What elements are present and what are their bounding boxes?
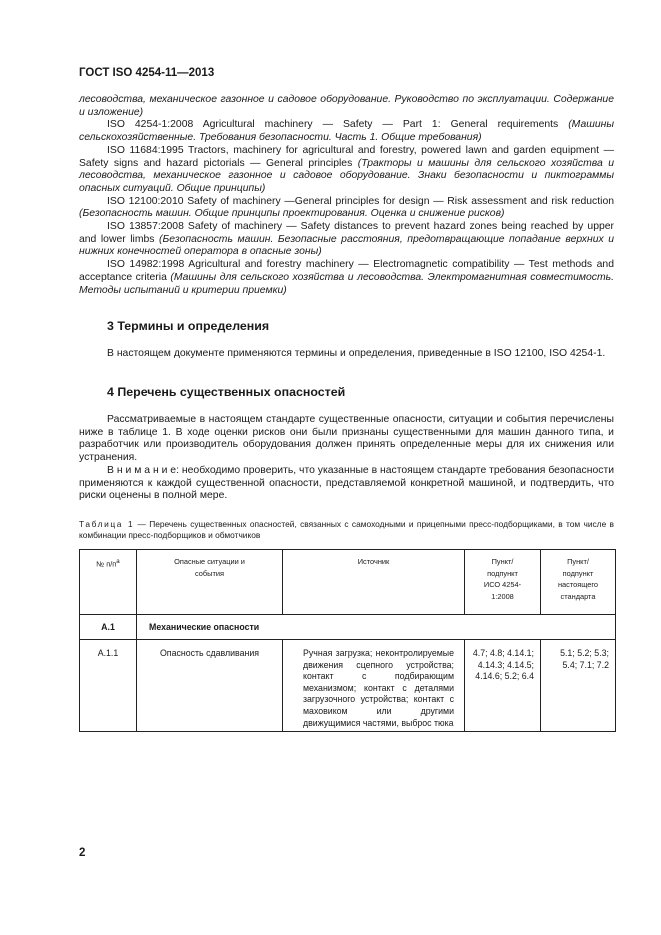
table-header-row <box>80 550 616 615</box>
reference-continuation: лесоводства, механическое газонное и садовое оборудование. Руководство по эксплуатации. Содержание и изложение) <box>79 94 614 118</box>
table-category-row <box>80 615 616 640</box>
header-source: Источник <box>283 550 465 615</box>
table-caption: Таблица 1 — Перечень существенных опасностей, связанных с самоходными и прицепными пресс-подборщиками, в том числе в комбинации пресс-подборщиков и обмотчиков <box>79 519 614 540</box>
reference-iso-11684: ISO 11684:1995 Tractors, machinery for agricultural and forestry, powered lawn and garden equipment — Safety signs and hazard pictorials — General principles (Тракторы и машины для сельского хозяйства и лесоводства, механическое газонное и садовое оборудование. Знаки безопасности и пиктограммы опасных ситуаций. Общие принципы) <box>79 144 614 194</box>
row-standard-clauses: 5.1; 5.2; 5.3; 5.4; 7.1; 7.2 <box>541 640 616 732</box>
normative-references <box>79 94 614 297</box>
reference-iso-13857: ISO 13857:2008 Safety of machinery — Safety distances to prevent hazard zones being reached by upper and lower limbs (Безопасность машин. Безопасные расстояния, предотвращающие попадание верхних и нижних конечностей оператора в опасные зоны) <box>79 221 614 258</box>
hazards-table <box>79 549 616 732</box>
document-header: ГОСТ ISO 4254-11—2013 <box>79 67 215 79</box>
section-4-paragraph-1: Рассматриваемые в настоящем стандарте существенные опасности, ситуации и события перечислены ниже в таблице 1. В ходе оценки рисков они были признаны существенными для машин данного типа, и разработчик или производитель оборудования должен принять определенные меры для их снижения или устранения. <box>79 414 614 464</box>
row-iso-clauses: 4.7; 4.8; 4.14.1; 4.14.3; 4.14.5; 4.14.6; 5.2; 6.4 <box>465 640 541 732</box>
section-3-body <box>79 348 614 361</box>
row-source: Ручная загрузка; неконтролируемые движения сцепного устройства; контакт с подбирающим механизмом; контакт с деталями загрузочного устройства; контакт с маховиком или другими движущимися частями, выброс тюка <box>283 640 465 732</box>
reference-iso-4254-1: ISO 4254-1:2008 Agricultural machinery — Safety — Part 1: General requirements (Машины сельскохозяйственные. Требования безопасности. Часть 1. Общие требования) <box>79 119 614 144</box>
row-num: А.1.1 <box>80 640 137 732</box>
category-label: Механические опасности <box>137 615 616 640</box>
section-3-title: 3 Термины и определения <box>107 319 270 333</box>
section-4-body <box>79 414 614 503</box>
row-hazard: Опасность сдавливания <box>137 640 283 732</box>
reference-iso-12100: ISO 12100:2010 Safety of machinery —General principles for design — Risk assessment and risk reduction (Безопасность машин. Общие принципы проектирования. Оценка и снижение рисков) <box>79 195 614 220</box>
section-4-title: 4 Перечень существенных опасностей <box>107 385 346 399</box>
section-3-text: В настоящем документе применяются термины и определения, приведенные в ISO 12100, ISO 4254-1. <box>107 348 606 359</box>
table-row <box>80 640 616 732</box>
header-iso: Пункт/ подпункт ИСО 4254-1:2008 <box>465 550 541 615</box>
reference-iso-14982: ISO 14982:1998 Agricultural and forestry machinery — Electromagnetic compatibility — Test methods and acceptance criteria (Машины для сельского хозяйства и лесоводства. Электромагнитная совместимость. Методы испытаний и критерии приемки) <box>79 259 614 296</box>
header-this-standard: Пункт/ подпункт настоящего стандарта <box>541 550 616 615</box>
section-4-attention: В н и м а н и е: необходимо проверить, что указанные в настоящем стандарте требования безопасности применяются к каждой существенной опасности, представляемой конкретной машиной, и подтвердить, что риски оценены в полной мере. <box>79 464 615 502</box>
header-hazards: Опасные ситуации и события <box>137 550 283 615</box>
page-number: 2 <box>79 847 86 859</box>
category-num: А.1 <box>80 615 137 640</box>
header-num: № $п/п^a$ <box>80 550 137 615</box>
